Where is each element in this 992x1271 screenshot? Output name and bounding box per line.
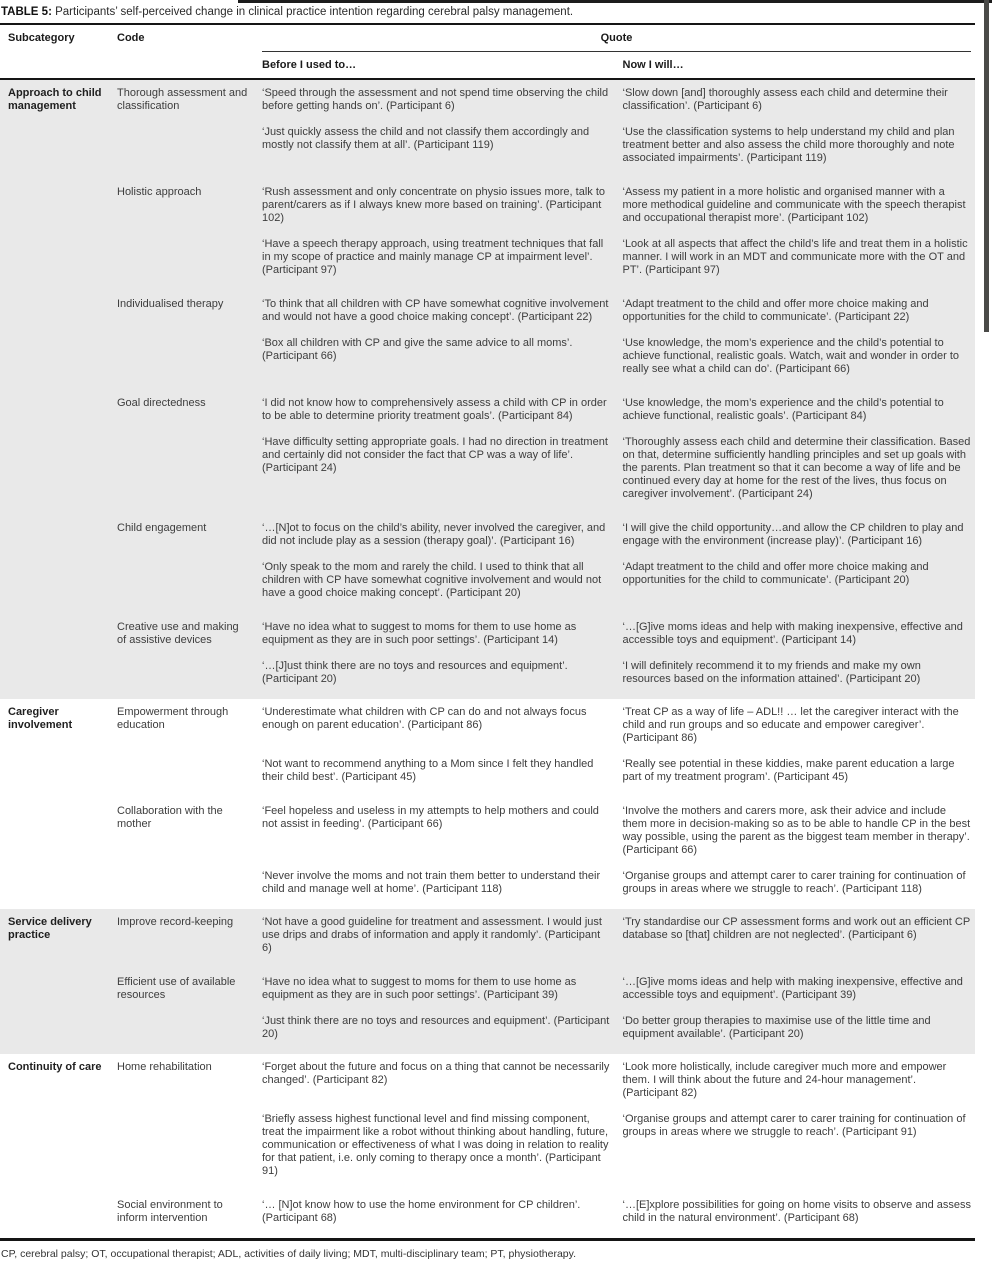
code-cell: Improve record-keeping — [117, 916, 234, 928]
now-quote-cell: ‘Look at all aspects that affect the child’s life and treat them in a holistic manner. I will work in an MDT and communicate more with the OT and PT’. (Participant 97) — [622, 238, 968, 276]
subcategory-cell — [8, 976, 105, 1002]
before-quote-cell: ‘Box all children with CP and give the same advice to all moms’. (Participant 66) — [262, 337, 573, 362]
before-quote-cell: ‘I did not know how to comprehensively assess a child with CP in order to be able to determine priority treatment goals’. (Participant 84) — [262, 397, 607, 422]
subcategory-cell: Approach to child management — [8, 87, 102, 112]
column-header-now: Now I will… — [622, 59, 684, 71]
table-header-row — [0, 25, 975, 78]
table-row — [0, 178, 975, 238]
subcategory-cell — [8, 436, 105, 501]
subcategory-cell: Service delivery practice — [8, 916, 92, 941]
now-quote-cell: ‘…[G]ive moms ideas and help with making inexpensive, effective and accessible toys and equipment’. (Participant 14) — [622, 621, 963, 646]
code-cell: Goal directedness — [117, 397, 206, 409]
now-quote-cell: ‘…[E]xplore possibilities for going on home visits to observe and assess child in the natural environment’. (Participant 68) — [622, 1199, 972, 1224]
code-cell — [117, 436, 250, 501]
before-quote-cell: ‘Briefly assess highest functional level and find missing component, treat the impairment like a robot without thinking about handling, future, communication or effectiveness of what I was doing in relation to reality for that patient, i.e. only coming to therapy once a month’. (Participant 91) — [262, 1113, 609, 1177]
before-quote-cell: ‘Underestimate what children with CP can do and not always focus enough on parent education’. (Participant 86) — [262, 706, 587, 731]
subcategory-cell — [8, 186, 105, 225]
before-quote-cell: ‘To think that all children with CP have somewhat cognitive involvement and would not have a good choice making concept’. (Participant 22) — [262, 298, 609, 323]
section-caregiver-involvement — [0, 699, 975, 909]
subcategory-cell — [8, 337, 105, 376]
now-quote-cell: ‘I will give the child opportunity…and allow the CP children to play and engage with the environment (increase play)’. (Participant 16) — [622, 522, 964, 547]
now-quote-cell: ‘Use knowledge, the mom’s experience and the child’s potential to achieve functional, realistic goals’. (Participant 84) — [622, 397, 944, 422]
now-quote-cell: ‘Really see potential in these kiddies, make parent education a large part of my treatment program’. (Participant 45) — [622, 758, 955, 783]
now-quote-cell: ‘Adapt treatment to the child and offer more choice making and opportunities for the child to communicate’. (Participant 22) — [622, 298, 929, 323]
section-continuity-of-care — [0, 1054, 975, 1238]
table-row — [0, 1113, 975, 1191]
now-quote-cell: ‘Assess my patient in a more holistic and organised manner with a more methodical guideline and communicate with the speech therapist and occupational therapist more’. (Participant 102) — [622, 186, 966, 224]
code-cell: Collaboration with the mother — [117, 805, 223, 830]
before-quote-cell: ‘Not have a good guideline for treatment and assessment. I would just use drips and drabs of information and apply it randomly’. (Participant 6) — [262, 916, 602, 954]
subcategory-cell — [8, 522, 105, 548]
subcategory-cell — [8, 397, 105, 423]
now-quote-cell: ‘Look more holistically, include caregiver much more and empower them. I will think about the future and 24-hour management’. (Participant 82) — [622, 1061, 947, 1099]
now-quote-cell: ‘Thoroughly assess each child and determine their classification. Based on that, determine sufficiently handling principles and set up goals with the parents. Plan treatment so that it can become a way of life and be continued every day at home for the rest of the lives, thus focus on caregiver involvement’. (Participant 24) — [622, 436, 971, 500]
column-header-before: Before I used to… — [262, 59, 357, 71]
table-row — [0, 1061, 975, 1113]
table-row — [0, 87, 975, 126]
code-cell: Child engagement — [117, 522, 207, 534]
now-quote-cell: ‘Organise groups and attempt carer to carer training for continuation of groups in areas where we struggle to reach’. (Participant 91) — [622, 1113, 966, 1138]
scan-edge-artifact-right — [984, 0, 989, 332]
code-cell — [117, 337, 250, 376]
subcategory-cell — [8, 561, 105, 600]
before-quote-cell: ‘Have no idea what to suggest to moms for them to use home as equipment as they are in such poor settings’. (Participant 39) — [262, 976, 577, 1001]
table-row — [0, 1015, 975, 1054]
table-row — [0, 613, 975, 660]
before-quote-cell: ‘Rush assessment and only concentrate on physio issues more, talk to parent/carers as if I always knew more based on training’. (Participant 102) — [262, 186, 606, 224]
before-quote-cell: ‘Feel hopeless and useless in my attempts to help mothers and could not assist in feeding’. (Participant 66) — [262, 805, 599, 830]
before-quote-cell: ‘Only speak to the mom and rarely the child. I used to think that all children with CP have somewhat cognitive involvement and would not have a good choice making concept’. (Participant 20) — [262, 561, 602, 599]
now-quote-cell: ‘I will definitely recommend it to my friends and make my own resources based on the information attained’. (Participant 20) — [622, 660, 921, 685]
code-cell: Efficient use of available resources — [117, 976, 236, 1001]
now-quote-cell: ‘Treat CP as a way of life – ADL!! … let the caregiver interact with the child and run groups and so educate and empower caregiver’. (Participant 86) — [622, 706, 959, 744]
code-cell: Empowerment through education — [117, 706, 229, 731]
table-row — [0, 514, 975, 561]
section-service-delivery-practice — [0, 909, 975, 1054]
code-cell — [117, 870, 250, 896]
subcategory-cell — [8, 238, 105, 277]
table-row — [0, 870, 975, 909]
table-row — [0, 126, 975, 178]
scan-edge-artifact-top — [238, 0, 992, 3]
subcategory-cell — [8, 758, 105, 784]
table-row — [0, 337, 975, 389]
subcategory-cell — [8, 1015, 105, 1041]
table-row — [0, 1191, 975, 1238]
section-approach-to-child-management — [0, 80, 975, 699]
before-quote-cell: ‘… [N]ot know how to use the home environment for CP children’. (Participant 68) — [262, 1199, 581, 1224]
column-header-code: Code — [117, 32, 145, 44]
before-quote-cell: ‘Just think there are no toys and resources and equipment’. (Participant 20) — [262, 1015, 610, 1040]
code-cell: Holistic approach — [117, 186, 202, 198]
subcategory-cell — [8, 298, 105, 324]
table-row — [0, 916, 975, 968]
code-cell — [117, 758, 250, 784]
before-quote-cell: ‘Forget about the future and focus on a thing that cannot be necessarily changed’. (Participant 82) — [262, 1061, 610, 1086]
now-quote-cell: ‘Use knowledge, the mom’s experience and the child’s potential to achieve functional, realistic goals. Watch, wait and wonder in order to really see what a child can do’. (Participant 66) — [622, 337, 959, 375]
code-cell: Individualised therapy — [117, 298, 224, 310]
table-row — [0, 968, 975, 1015]
table-row — [0, 238, 975, 290]
subcategory-cell — [8, 126, 105, 165]
code-cell: Creative use and making of assistive devices — [117, 621, 239, 646]
code-cell — [117, 660, 250, 686]
subcategory-cell — [8, 1199, 105, 1225]
table-row — [0, 561, 975, 613]
before-quote-cell: ‘…[N]ot to focus on the child’s ability, never involved the caregiver, and did not include play as a session (therapy goal)’. (Participant 16) — [262, 522, 606, 547]
now-quote-cell: ‘Involve the mothers and carers more, ask their advice and include them more in decision-making so as to be able to handle CP in the best way possible, using the parent as the biggest team member in therapy’. (Participant 66) — [622, 805, 971, 856]
subcategory-cell: Caregiver involvement — [8, 706, 73, 731]
table-row — [0, 290, 975, 337]
before-quote-cell: ‘Have no idea what to suggest to moms for them to use home as equipment as they are in such poor settings’. (Participant 14) — [262, 621, 577, 646]
table-row — [0, 660, 975, 699]
now-quote-cell: ‘Try standardise our CP assessment forms and work out an efficient CP database so [that] children are not neglected’. (Participant 6) — [622, 916, 970, 941]
table-footnote: CP, cerebral palsy; OT, occupational therapist; ADL, activities of daily living; MDT, multi-disciplinary team; PT, physiotherapy. — [1, 1248, 577, 1260]
before-quote-cell: ‘Just quickly assess the child and not classify them accordingly and mostly not classify them at all’. (Participant 119) — [262, 126, 590, 151]
table-row — [0, 436, 975, 514]
column-header-quote: Quote — [600, 32, 633, 44]
subcategory-cell — [8, 660, 105, 686]
before-quote-cell: ‘…[J]ust think there are no toys and resources and equipment’. (Participant 20) — [262, 660, 568, 685]
subcategory-cell — [8, 1113, 105, 1178]
table-number-label: TABLE 5: — [1, 6, 52, 18]
code-cell — [117, 1015, 250, 1041]
table-row — [0, 706, 975, 758]
code-cell — [117, 561, 250, 600]
before-quote-cell: ‘Have difficulty setting appropriate goals. I had no direction in treatment and certainly did not consider the fact that CP was a way of life’. (Participant 24) — [262, 436, 608, 474]
now-quote-cell: ‘Adapt treatment to the child and offer more choice making and opportunities for the child to communicate’. (Participant 20) — [622, 561, 929, 586]
subcategory-cell — [8, 870, 105, 896]
code-cell — [117, 238, 250, 277]
now-quote-cell: ‘Slow down [and] thoroughly assess each child and determine their classification’. (Participant 6) — [622, 87, 948, 112]
table-caption-text: Participants’ self-perceived change in clinical practice intention regarding cerebral palsy management. — [55, 6, 574, 18]
subcategory-cell: Continuity of care — [8, 1061, 102, 1073]
code-cell — [117, 126, 250, 165]
code-cell: Home rehabilitation — [117, 1061, 212, 1073]
now-quote-cell: ‘Do better group therapies to maximise use of the little time and equipment available’. (Participant 20) — [622, 1015, 931, 1040]
now-quote-cell: ‘Organise groups and attempt carer to carer training for continuation of groups in areas where we struggle to reach’. (Participant 118) — [622, 870, 966, 895]
column-header-subcategory: Subcategory — [8, 32, 75, 44]
now-quote-cell: ‘Use the classification systems to help understand my child and plan treatment better and also assess the child more thoroughly and note associated impairments’. (Participant 119) — [622, 126, 955, 164]
code-cell — [117, 1113, 250, 1178]
quote-header-rule — [262, 51, 971, 52]
table-row — [0, 758, 975, 797]
before-quote-cell: ‘Have a speech therapy approach, using treatment techniques that fall in my scope of practice and mainly manage CP at impairment level’. (Participant 97) — [262, 238, 604, 276]
subcategory-cell — [8, 621, 105, 647]
now-quote-cell: ‘…[G]ive moms ideas and help with making inexpensive, effective and accessible toys and equipment’. (Participant 39) — [622, 976, 963, 1001]
table-row — [0, 389, 975, 436]
before-quote-cell: ‘Not want to recommend anything to a Mom since I felt they handled their child best’. (Participant 45) — [262, 758, 594, 783]
table-body — [0, 80, 975, 1238]
before-quote-cell: ‘Never involve the moms and not train them better to understand their child and manage well at home’. (Participant 118) — [262, 870, 601, 895]
before-quote-cell: ‘Speed through the assessment and not spend time observing the child before getting hands on’. (Participant 6) — [262, 87, 609, 112]
table-title — [0, 5, 975, 19]
table-row — [0, 797, 975, 870]
subcategory-cell — [8, 805, 105, 857]
code-cell: Social environment to inform intervention — [117, 1199, 223, 1224]
code-cell: Thorough assessment and classification — [117, 87, 248, 112]
